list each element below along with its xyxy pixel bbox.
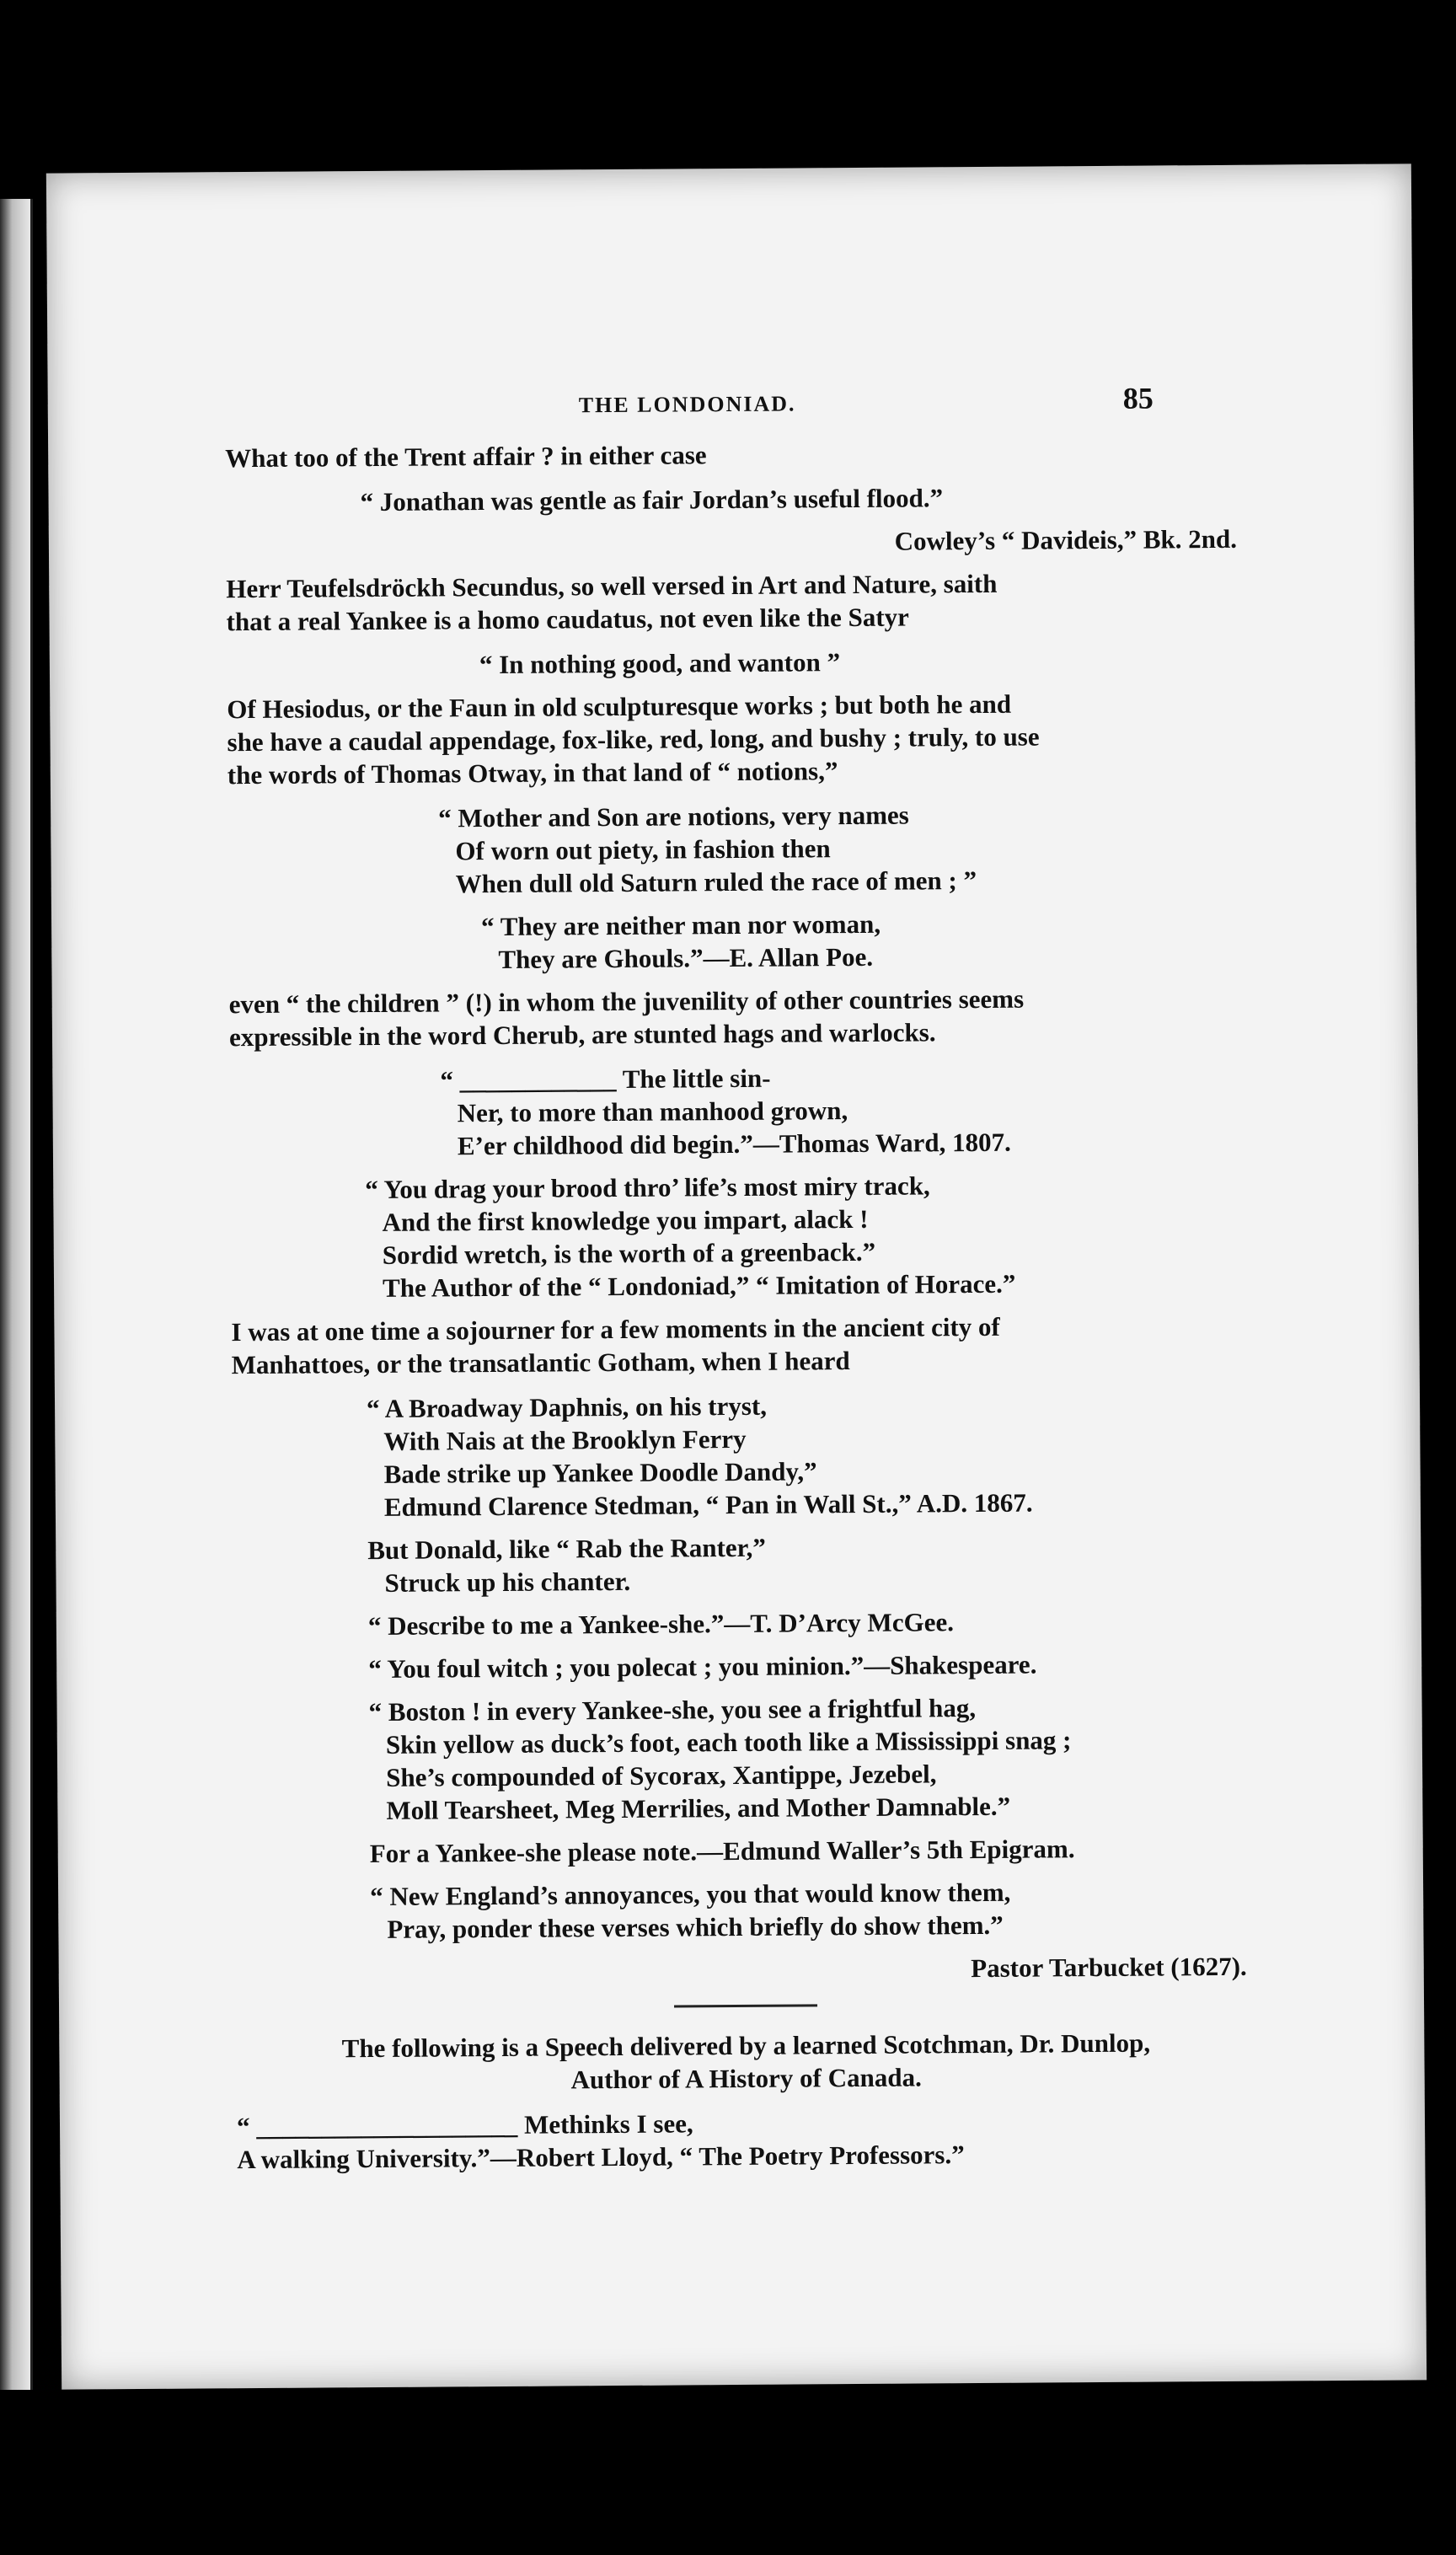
- speech-intro: [236, 2026, 1256, 2098]
- text-line: “ ____________________ Methinks I see,: [236, 2108, 693, 2142]
- text-line: E’er childhood did begin.”—Thomas Ward, 1807.: [457, 1127, 1011, 1161]
- text-line: she have a caudal appendage, fox-like, red, long, and bushy ; truly, to use: [227, 721, 1040, 758]
- page-header: [48, 378, 1413, 438]
- prose-paragraph: [231, 1309, 1251, 1381]
- verse-quote: [229, 1058, 1250, 1164]
- text-line: Sordid wretch, is the worth of a greenback.”: [382, 1236, 876, 1270]
- running-title: THE LONDONIAD.: [578, 391, 796, 418]
- book-page: [46, 163, 1427, 2389]
- verse-quote: [235, 1831, 1255, 1871]
- verse-quote: [233, 1604, 1253, 1643]
- text-line: Herr Teufelsdröckh Secundus, so well versed in Art and Nature, saith: [226, 568, 998, 604]
- text-line: A walking University.”—Robert Lloyd, “ The Poetry Professors.”: [237, 2140, 965, 2175]
- text-line: that a real Yankee is a homo caudatus, not even like the Satyr: [226, 602, 909, 637]
- text-line: Moll Tearsheet, Meg Merrilies, and Mother Damnable.”: [386, 1791, 1011, 1825]
- verse-quote: [227, 643, 1246, 683]
- text-line: “ Mother and Son are notions, very names: [438, 800, 909, 833]
- verse-quote: [235, 1874, 1255, 1947]
- text-line: “ A Broadway Daphnis, on his tryst,: [366, 1390, 768, 1424]
- verse-quote: [230, 1167, 1250, 1305]
- page-body: [225, 435, 1256, 2186]
- text-line: The Author of the “ Londoniad,” “ Imitation of Horace.”: [382, 1268, 1016, 1303]
- text-line: Bade strike up Yankee Doodle Dandy,”: [383, 1456, 817, 1489]
- text-line: Manhattoes, or the transatlantic Gotham, when I heard: [231, 1346, 850, 1380]
- text-line: “ New England’s annoyances, you that would know them,: [370, 1877, 1011, 1912]
- prose-paragraph: [226, 565, 1246, 638]
- text-line: “ ____________ The little sin-: [440, 1063, 771, 1095]
- text-line: But Donald, like “ Rab the Ranter,”: [367, 1532, 766, 1566]
- verse-quote: [232, 1386, 1252, 1524]
- adjacent-page-edge: [0, 199, 33, 2390]
- text-line: even “ the children ” (!) in whom the juvenility of other countries seems: [228, 983, 1025, 1020]
- text-line: the words of Thomas Otway, in that land of “ notions,”: [227, 756, 838, 790]
- page-number: 85: [1122, 381, 1154, 415]
- prose-paragraph: [229, 981, 1250, 1053]
- verse-quote: [233, 1647, 1253, 1686]
- text-line: For a Yankee-she please note.—Edmund Waller’s 5th Epigram.: [369, 1834, 1075, 1869]
- attribution: [226, 522, 1245, 562]
- text-line: Ner, to more than manhood grown,: [457, 1095, 848, 1128]
- text-line: I was at one time a sojourner for a few moments in the ancient city of: [231, 1311, 1000, 1347]
- prose-paragraph: [225, 435, 1245, 474]
- text-line: “ Boston ! in every Yankee-she, you see a frightful hag,: [368, 1693, 977, 1727]
- verse-quote: [233, 1528, 1253, 1600]
- text-line: Pastor Tarbucket (1627).: [971, 1951, 1247, 1984]
- text-line: Of Hesiodus, or the Faun in old sculpturesque works ; but both he and: [227, 688, 1012, 725]
- text-line: Of worn out piety, in fashion then: [455, 833, 831, 866]
- text-line: Skin yellow as duck’s foot, each tooth like a Mississippi snag ;: [385, 1725, 1072, 1760]
- text-line: “ Jonathan was gentle as fair Jordan’s useful flood.”: [360, 483, 944, 517]
- text-line: Cowley’s “ Davideis,” Bk. 2nd.: [894, 523, 1238, 556]
- text-line: And the first knowledge you impart, alack !: [382, 1203, 869, 1237]
- verse-quote: [237, 2103, 1257, 2176]
- text-line: The following is a Speech delivered by a learned Scotchman, Dr. Dunlop,: [341, 2027, 1151, 2064]
- text-line: With Nais at the Brooklyn Ferry: [383, 1423, 747, 1456]
- verse-quote: [228, 905, 1249, 978]
- text-line: They are Ghouls.”—E. Allan Poe.: [498, 941, 874, 974]
- text-line: Struck up his chanter.: [384, 1566, 631, 1598]
- text-line: “ You foul witch ; you polecat ; you minion.”—Shakespeare.: [368, 1649, 1037, 1685]
- text-line: “ In nothing good, and wanton ”: [479, 647, 841, 680]
- text-line: When dull old Saturn ruled the race of men ; ”: [455, 865, 977, 899]
- prose-paragraph: [227, 686, 1247, 791]
- text-line: expressible in the word Cherub, are stunted hags and warlocks.: [228, 1017, 936, 1053]
- text-line: What too of the Trent affair ? in either case: [225, 440, 707, 474]
- attribution: [236, 1950, 1255, 1990]
- verse-quote: [225, 479, 1245, 519]
- verse-quote: [228, 796, 1248, 902]
- verse-quote: [233, 1690, 1254, 1828]
- text-line: She’s compounded of Sycorax, Xantippe, Jezebel,: [386, 1759, 937, 1792]
- text-line: Edmund Clarence Stedman, “ Pan in Wall St.,” A.D. 1867.: [383, 1487, 1033, 1522]
- text-line: Author of A History of Canada.: [570, 2062, 922, 2095]
- text-line: Pray, ponder these verses which briefly do show them.”: [387, 1910, 1004, 1944]
- text-line: “ They are neither man nor woman,: [480, 908, 881, 942]
- text-line: “ Describe to me a Yankee-she.”—T. D’Arcy McGee.: [367, 1607, 955, 1642]
- section-rule: [674, 2004, 817, 2007]
- text-line: “ You drag your brood thro’ life’s most miry track,: [365, 1170, 930, 1205]
